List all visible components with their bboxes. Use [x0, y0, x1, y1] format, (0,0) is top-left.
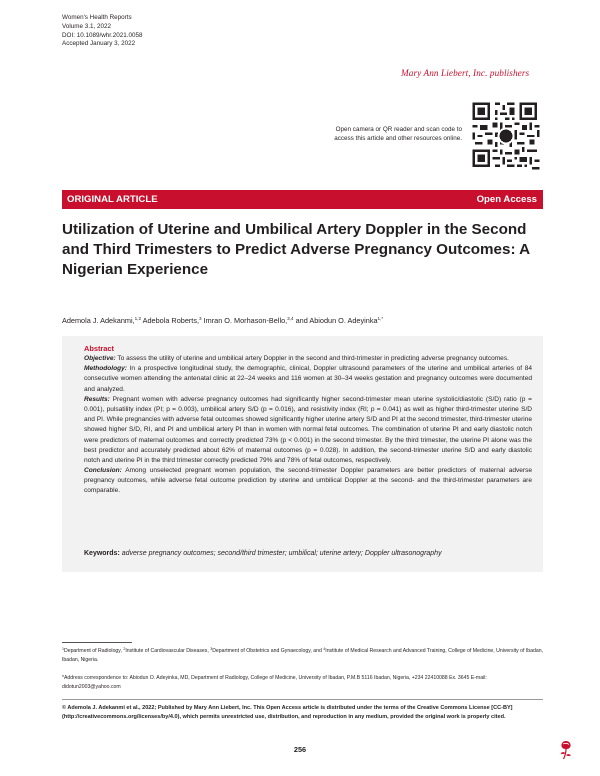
abstract-results: [84, 395, 532, 466]
affiliation-sup: 3: [210, 647, 213, 651]
affiliation-text: Department of Obstetrics and Gynaecology, and: [212, 648, 324, 654]
author-affiliation-sup: 1,2: [134, 316, 141, 321]
journal-name: Women's Health Reports: [62, 14, 132, 21]
keywords: [84, 550, 532, 557]
journal-volume: Volume 3.1, 2022: [62, 22, 112, 30]
affiliation-sup: 4: [323, 647, 326, 651]
publisher-mark-icon: [556, 739, 576, 761]
affiliation-sup: 2: [123, 647, 126, 651]
footnote-divider: [62, 699, 543, 700]
section-label: ORIGINAL ARTICLE: [67, 194, 158, 205]
license-statement: © Ademola J. Adekanmi et al., 2022; Published by Mary Ann Liebert, Inc. This Open Access article is distributed under the terms of the Creative Commons License [CC-BY] (http://creativecommons.org/licenses/by/4.0), which permits unrestricted use, distribution, and reproduction in any medium, provided the original work is properly cited.: [62, 705, 513, 720]
affiliation-sup: 1: [62, 647, 64, 651]
journal-info: [62, 14, 143, 49]
affiliation-text: Institute of Cardiovascular Diseases,: [125, 648, 211, 654]
footnote-rule: [62, 642, 132, 643]
page-number: 256: [293, 745, 307, 754]
article-type-banner: [62, 190, 543, 209]
author-list: [62, 316, 383, 325]
author-affiliation-sup: 1,*: [377, 316, 384, 321]
article-title: Utilization of Uterine and Umbilical Artery Doppler in the Second and Third Trimesters to Predict Adverse Pregnancy Outcomes: A Nigerian Experience: [62, 221, 530, 278]
author-affiliation-sup: 3,4: [287, 316, 294, 321]
affiliations-footnote: [62, 645, 543, 664]
results-text: Pregnant women with adverse pregnancy outcomes had significantly higher second-trimester mean uterine systolic/diastolic (S/D) ratio (p = 0.001), pulsatility index (PI; p = 0.003), umbilical artery S/D (p = 0.016), and resistivity index (RI; p = 0.041) as well as higher third-trimester uterine S/D and PI. While pregnancies with adverse fetal outcomes showed significantly higher uterine artery S/D and PI at the second trimester, third-trimester uterine showed higher S/D, RI, and PI and umbilical artery PI than in women with normal fetal outcomes. The combination of uterine PI and early diastolic notch were predictors of maternal outcomes and correctly predicted 73% (p < 0.001) in the second trimester. By the third trimester, the uterine PI alone was the best predictor and accurately predicted about 62% of maternal outcomes (p = 0.028). In addition, the second-trimester uterine S/D and early diastolic notch and uterine PI in the third trimester correctly predicted 79% and 78% of fetal outcomes, respectively.: [84, 395, 532, 464]
author-name: Adebola Roberts,: [142, 316, 200, 325]
correspondence-footnote: *Address correspondence to: Abiodun O. Adeyinka, MD, Department of Radiology, College of Medicine, University of Ibadan, P.M.B 5116 Ibadan, Nigeria, +234 22410088 Ex. 3645 E-mail: didotun2003@yahoo.com: [62, 675, 487, 690]
objective-text: To assess the utility of uterine and umbilical artery Doppler in the second and third-trimester in predicting adverse pregnancy outcomes.: [117, 355, 509, 362]
accepted-date: Accepted January 3, 2022: [62, 40, 136, 48]
abstract-conclusion: [84, 466, 532, 497]
keywords-text: adverse pregnancy outcomes; second/third trimester; umbilical; uterine artery; Doppler ultrasonography: [121, 550, 442, 557]
affiliation-text: Institute of Medical Research and Advanced Training, College of Medicine, University of Ibadan, Ibadan, Nigeria.: [62, 648, 544, 663]
open-access-label: Open Access: [476, 194, 537, 205]
author-name: and Abiodun O. Adeyinka: [295, 316, 378, 325]
doi[interactable]: DOI: 10.1089/whr.2021.0058: [62, 31, 143, 39]
abstract-objective: [84, 354, 532, 364]
objective-label: Objective:: [84, 355, 116, 362]
qr-note: Open camera or QR reader and scan code to access this article and other resources online.: [334, 126, 462, 143]
methodology-text: In a prospective longitudinal study, the demographic, clinical, Doppler ultrasound parameters of the uterine and umbilical arteries of 84 consecutive women attending the antenatal clinic at 22–24 weeks and 116 women at 30–34 weeks gestation and pregnancy outcomes were documented and analyzed.: [84, 365, 532, 393]
results-label: Results:: [84, 395, 110, 403]
abstract-body: [84, 354, 532, 497]
affiliation-text: Department of Radiology,: [64, 648, 124, 654]
methodology-label: Methodology:: [84, 365, 127, 373]
keywords-label: Keywords:: [84, 550, 120, 557]
abstract-methodology: [84, 364, 532, 395]
author-name: Ademola J. Adekanmi,: [62, 316, 135, 325]
author-name: Imran O. Morhason-Bello,: [203, 316, 288, 325]
publisher-logo: Mary Ann Liebert, Inc. publishers: [401, 68, 530, 78]
conclusion-label: Conclusion:: [84, 467, 122, 475]
conclusion-text: Among unselected pregnant women population, the second-trimester Doppler parameters are better predictors of maternal adverse pregnancy outcomes, while adverse fetal outcome prediction by uterine and umbilical Doppler at the second- and the third-trimester parameters are comparable.: [84, 467, 532, 495]
abstract-heading: Abstract: [84, 344, 114, 353]
qr-code-icon[interactable]: [470, 100, 542, 172]
author-affiliation-sup: 3: [199, 316, 202, 321]
